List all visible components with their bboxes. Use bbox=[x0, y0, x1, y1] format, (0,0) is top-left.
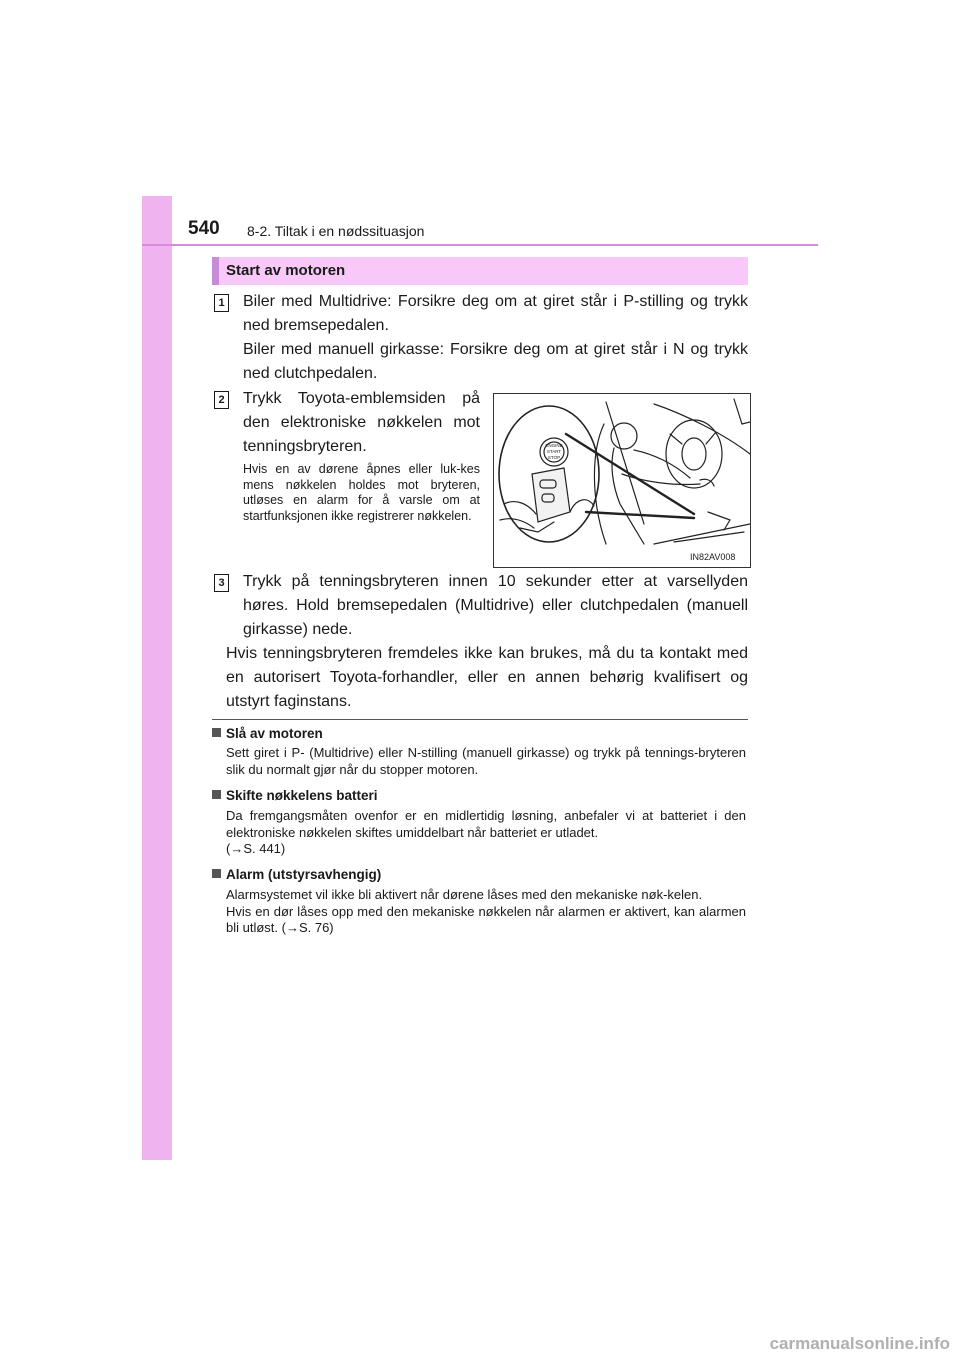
engine-button-label-2: START bbox=[546, 449, 562, 454]
step-2-badge: 2 bbox=[214, 391, 229, 409]
section-reference: 8-2. Tiltak i en nødssituasjon bbox=[247, 223, 425, 239]
note-1-body bbox=[226, 745, 746, 778]
engine-button-label-3: STOP bbox=[547, 455, 561, 460]
step-3-badge: 3 bbox=[214, 574, 229, 592]
figure-code: IN82AV008 bbox=[690, 552, 736, 562]
section-heading-accent bbox=[212, 257, 219, 285]
section-heading bbox=[212, 257, 748, 285]
note-2-line-1: Da fremgangsmåten ovenfor er en midlertidig løsning, anbefaler vi at batteriet i den elektroniske nøkkelen skiftes umiddelbart når batteriet er utladet. bbox=[226, 808, 746, 840]
note-3-heading-text: Alarm (utstyrsavhengig) bbox=[226, 867, 382, 882]
side-tab-bar bbox=[142, 196, 172, 1160]
key-fob-illustration bbox=[493, 393, 751, 568]
note-3-body bbox=[226, 887, 746, 937]
bullet-square-icon bbox=[212, 869, 221, 878]
step-1-text-a: Biler med Multidrive: Forsikre deg om at giret står i P-stilling og trykk ned bremsepedalen. bbox=[243, 293, 748, 334]
note-3-line-1: Alarmsystemet vil ikke bli aktivert når dørene låses med den mekaniske nøk-kelen. bbox=[226, 887, 703, 902]
illustration-drawing bbox=[494, 394, 750, 567]
note-2-line-2: (→S. 441) bbox=[226, 841, 286, 856]
closing-paragraph: Hvis tenningsbryteren fremdeles ikke kan brukes, må du ta kontakt med en autorisert Toyota-forhandler, eller en annen behørig kvalifisert og utstyrt faginstans. bbox=[226, 645, 748, 710]
note-2-body bbox=[226, 808, 746, 858]
page-number: 540 bbox=[188, 218, 220, 239]
step-2-text: Trykk Toyota-emblemsiden på den elektroniske nøkkelen mot tenningsbryteren. bbox=[243, 390, 480, 455]
engine-button-label-1: ENGINE bbox=[545, 443, 563, 448]
section-title: Start av motoren bbox=[226, 262, 346, 279]
note-1-heading-text: Slå av motoren bbox=[226, 726, 323, 741]
step-1-text-b: Biler med manuell girkasse: Forsikre deg om at giret står i N og trykk ned clutchpedalen. bbox=[243, 341, 748, 382]
step-2-note: Hvis en av dørene åpnes eller luk-kes mens nøkkelen holdes mot bryteren, utløses en alarm for å varsle om at startfunksjonen ikke registrerer nøkkelen. bbox=[243, 462, 480, 523]
note-1-line-1: Sett giret i P- (Multidrive) eller N-stilling (manuell girkasse) og trykk på tennings-bryteren slik du normalt gjør når du stopper motoren. bbox=[226, 745, 746, 777]
step-3-text: Trykk på tenningsbryteren innen 10 sekunder etter at varsellyden høres. Hold bremsepedalen (Multidrive) eller clutchpedalen (manuell girkasse) nede. bbox=[243, 573, 748, 638]
watermark: carmanualsonline.info bbox=[769, 1334, 950, 1353]
step-1-badge: 1 bbox=[214, 294, 229, 312]
note-2-heading bbox=[212, 788, 378, 803]
bullet-square-icon bbox=[212, 790, 221, 799]
note-1-heading bbox=[212, 726, 323, 741]
header-rule bbox=[142, 244, 818, 246]
note-2-heading-text: Skifte nøkkelens batteri bbox=[226, 788, 378, 803]
notes-divider bbox=[212, 719, 748, 720]
note-3-line-2: Hvis en dør låses opp med den mekaniske nøkkelen når alarmen er aktivert, kan alarmen bli utløst. (→S. 76) bbox=[226, 903, 746, 935]
note-3-heading bbox=[212, 867, 381, 882]
bullet-square-icon bbox=[212, 728, 221, 737]
